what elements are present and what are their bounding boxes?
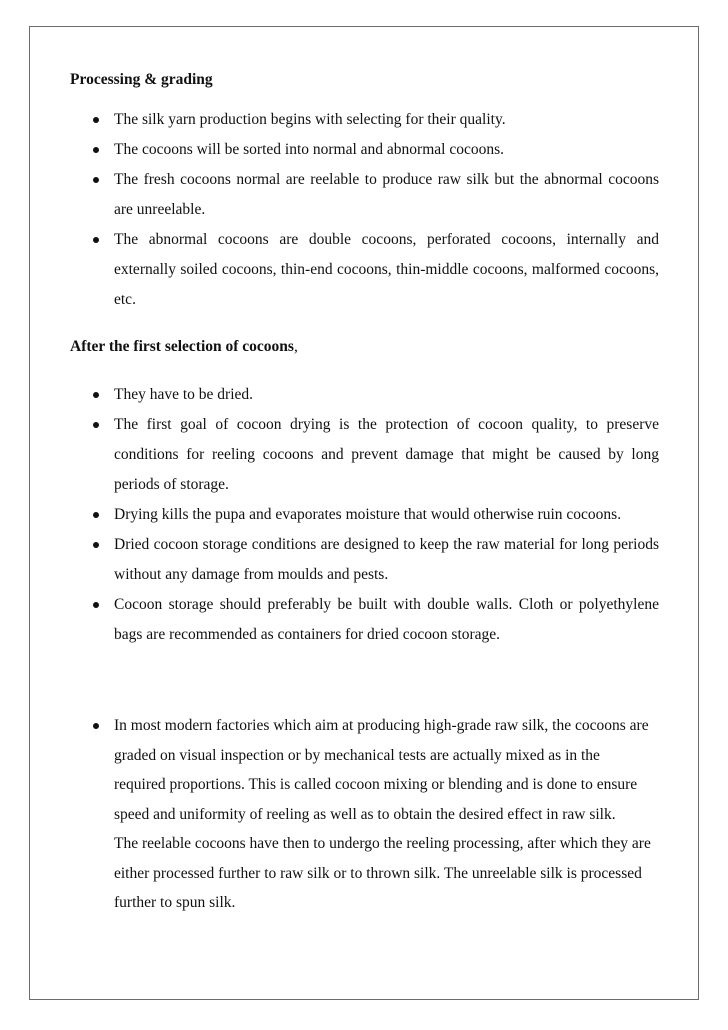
list-item [0,711,654,918]
list-item [0,165,659,225]
bullet-text: Dried cocoon storage conditions are designed to keep the raw material for long periods without any damage from moulds and pests. [114,536,659,583]
bullet-text: Drying kills the pupa and evaporates moisture that would otherwise ruin cocoons. [114,506,622,523]
continuation-text: The reelable cocoons have then to undergo the reeling processing, after which they are either processed further to raw silk or to thrown silk. The unreelable silk is processed further to spun silk. [114,835,651,911]
bullet-text: Cocoon storage should preferably be built with double walls. Cloth or polyethylene bags are recommended as containers for dried cocoon storage. [114,596,659,643]
bullet-text: In most modern factories which aim at producing high-grade raw silk, the cocoons are graded on visual inspection or by mechanical tests are actually mixed as in the required proportions. This is called cocoon mixing or blending and is done to ensure speed and uniformity of reeling as well as to obtain the desired effect in raw silk. [114,717,649,823]
list-item [0,410,659,500]
list-item [0,500,659,530]
bullet-icon [93,602,99,608]
list-item [0,590,659,650]
drying-bullet-list [0,380,728,650]
bullet-icon [93,147,99,153]
heading-text: Processing & grading [70,71,213,88]
list-item [0,225,659,315]
processing-bullet-list [0,105,728,315]
heading-text: After the first selection of cocoons [70,338,294,355]
bullet-icon [93,117,99,123]
bullet-icon [93,237,99,243]
bullet-icon [93,542,99,548]
bullet-text: The fresh cocoons normal are reelable to produce raw silk but the abnormal cocoons are unreelable. [114,171,659,218]
bullet-text: They have to be dried. [114,386,254,403]
list-item [0,380,659,410]
list-item [0,105,659,135]
bullet-icon [93,177,99,183]
bullet-icon [93,422,99,428]
bullet-text: The first goal of cocoon drying is the protection of cocoon quality, to preserve conditions for reeling cocoons and prevent damage that might be caused by long periods of storage. [114,416,659,493]
heading-trail: , [293,338,298,355]
bullet-text: The silk yarn production begins with selecting for their quality. [114,111,506,128]
bullet-icon [93,723,99,729]
grading-bullet-list [0,711,728,918]
bullet-icon [93,512,99,518]
section-heading-first-selection [70,337,298,357]
section-heading-processing [70,70,213,90]
list-item [0,530,659,590]
bullet-icon [93,392,99,398]
bullet-text: The abnormal cocoons are double cocoons, perforated cocoons, internally and externally soiled cocoons, thin-end cocoons, thin-middle cocoons, malformed cocoons, etc. [114,231,659,308]
bullet-text: The cocoons will be sorted into normal and abnormal cocoons. [114,141,504,158]
list-item [0,135,659,165]
